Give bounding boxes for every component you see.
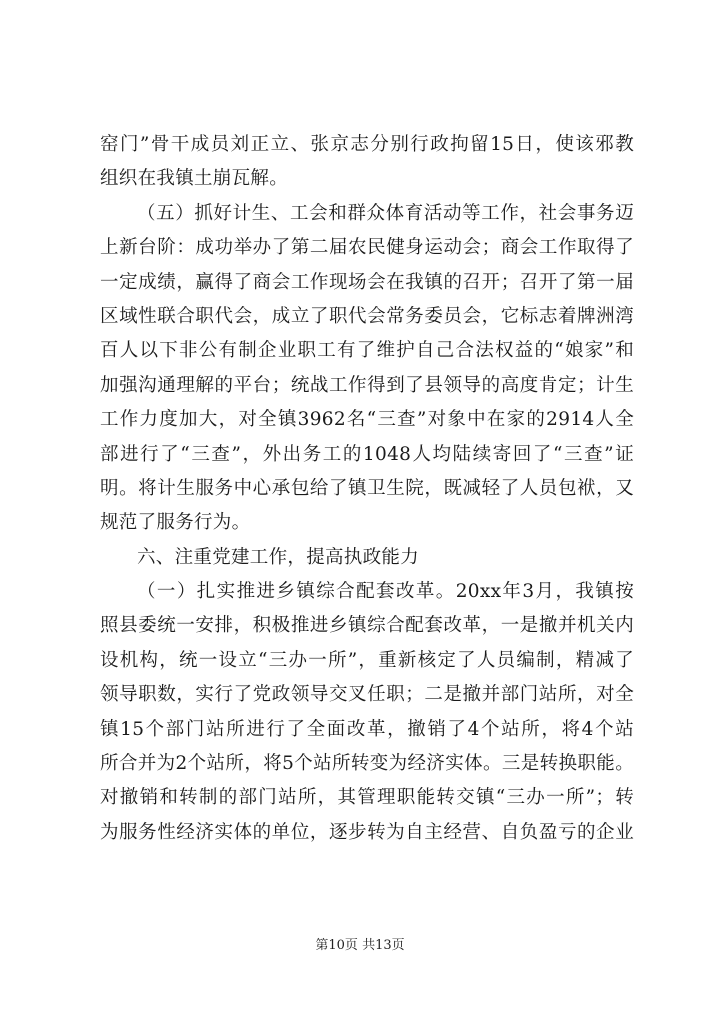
paragraph-start-line: （五）抓好计生、工会和群众体育活动等工作，社会事务迈 [137,202,634,224]
document-body [100,128,634,850]
text-line: 区域性联合职代会，成立了职代会常务委员会，它标志着牌洲湾 [100,305,634,327]
text-line: 镇15个部门站所进行了全面改革，撤销了4个站所，将4个站 [100,718,634,740]
text-line: 为服务性经济实体的单位，逐步转为自主经营、自负盈亏的企业 [100,821,634,843]
text-line: 明。将计生服务中心承包给了镇卫生院，既减轻了人员包袱，又 [100,477,634,499]
text-line: 一定成绩，赢得了商会工作现场会在我镇的召开；召开了第一届 [100,271,634,293]
text-line: 照县委统一安排，积极推进乡镇综合配套改革，一是撤并机关内 [100,615,634,637]
page-number-footer: 第10页 共13页 [315,938,405,953]
text-line: 加强沟通理解的平台；统战工作得到了县领导的高度肯定；计生 [100,374,634,396]
text-line: 部进行了“三查”，外出务工的1048人均陆续寄回了“三查”证 [100,443,634,465]
text-line: 工作力度加大，对全镇3962名“三查”对象中在家的2914人全 [100,409,634,431]
text-line: 规范了服务行为。 [100,512,251,534]
text-line: 对撤销和转制的部门站所，其管理职能转交镇“三办一所”；转 [100,787,634,809]
paragraph-start-line: （一）扎实推进乡镇综合配套改革。20xx年3月，我镇按 [137,581,634,603]
text-line: 领导职数，实行了党政领导交叉任职；二是撤并部门站所，对全 [100,684,634,706]
text-line: 设机构，统一设立“三办一所”，重新核定了人员编制，精减了 [100,649,634,671]
text-line: 所合并为2个站所，将5个站所转变为经济实体。三是转换职能。 [100,753,634,775]
text-line: 组织在我镇土崩瓦解。 [100,168,289,190]
section-heading: 六、注重党建工作，提高执政能力 [137,546,420,568]
text-line: 窑门”骨干成员刘正立、张京志分别行政拘留15日，使该邪教 [100,134,634,155]
text-line: 百人以下非公有制企业职工有了维护自己合法权益的“娘家”和 [100,340,634,362]
text-line: 上新台阶：成功举办了第二届农民健身运动会；商会工作取得了 [100,237,634,259]
